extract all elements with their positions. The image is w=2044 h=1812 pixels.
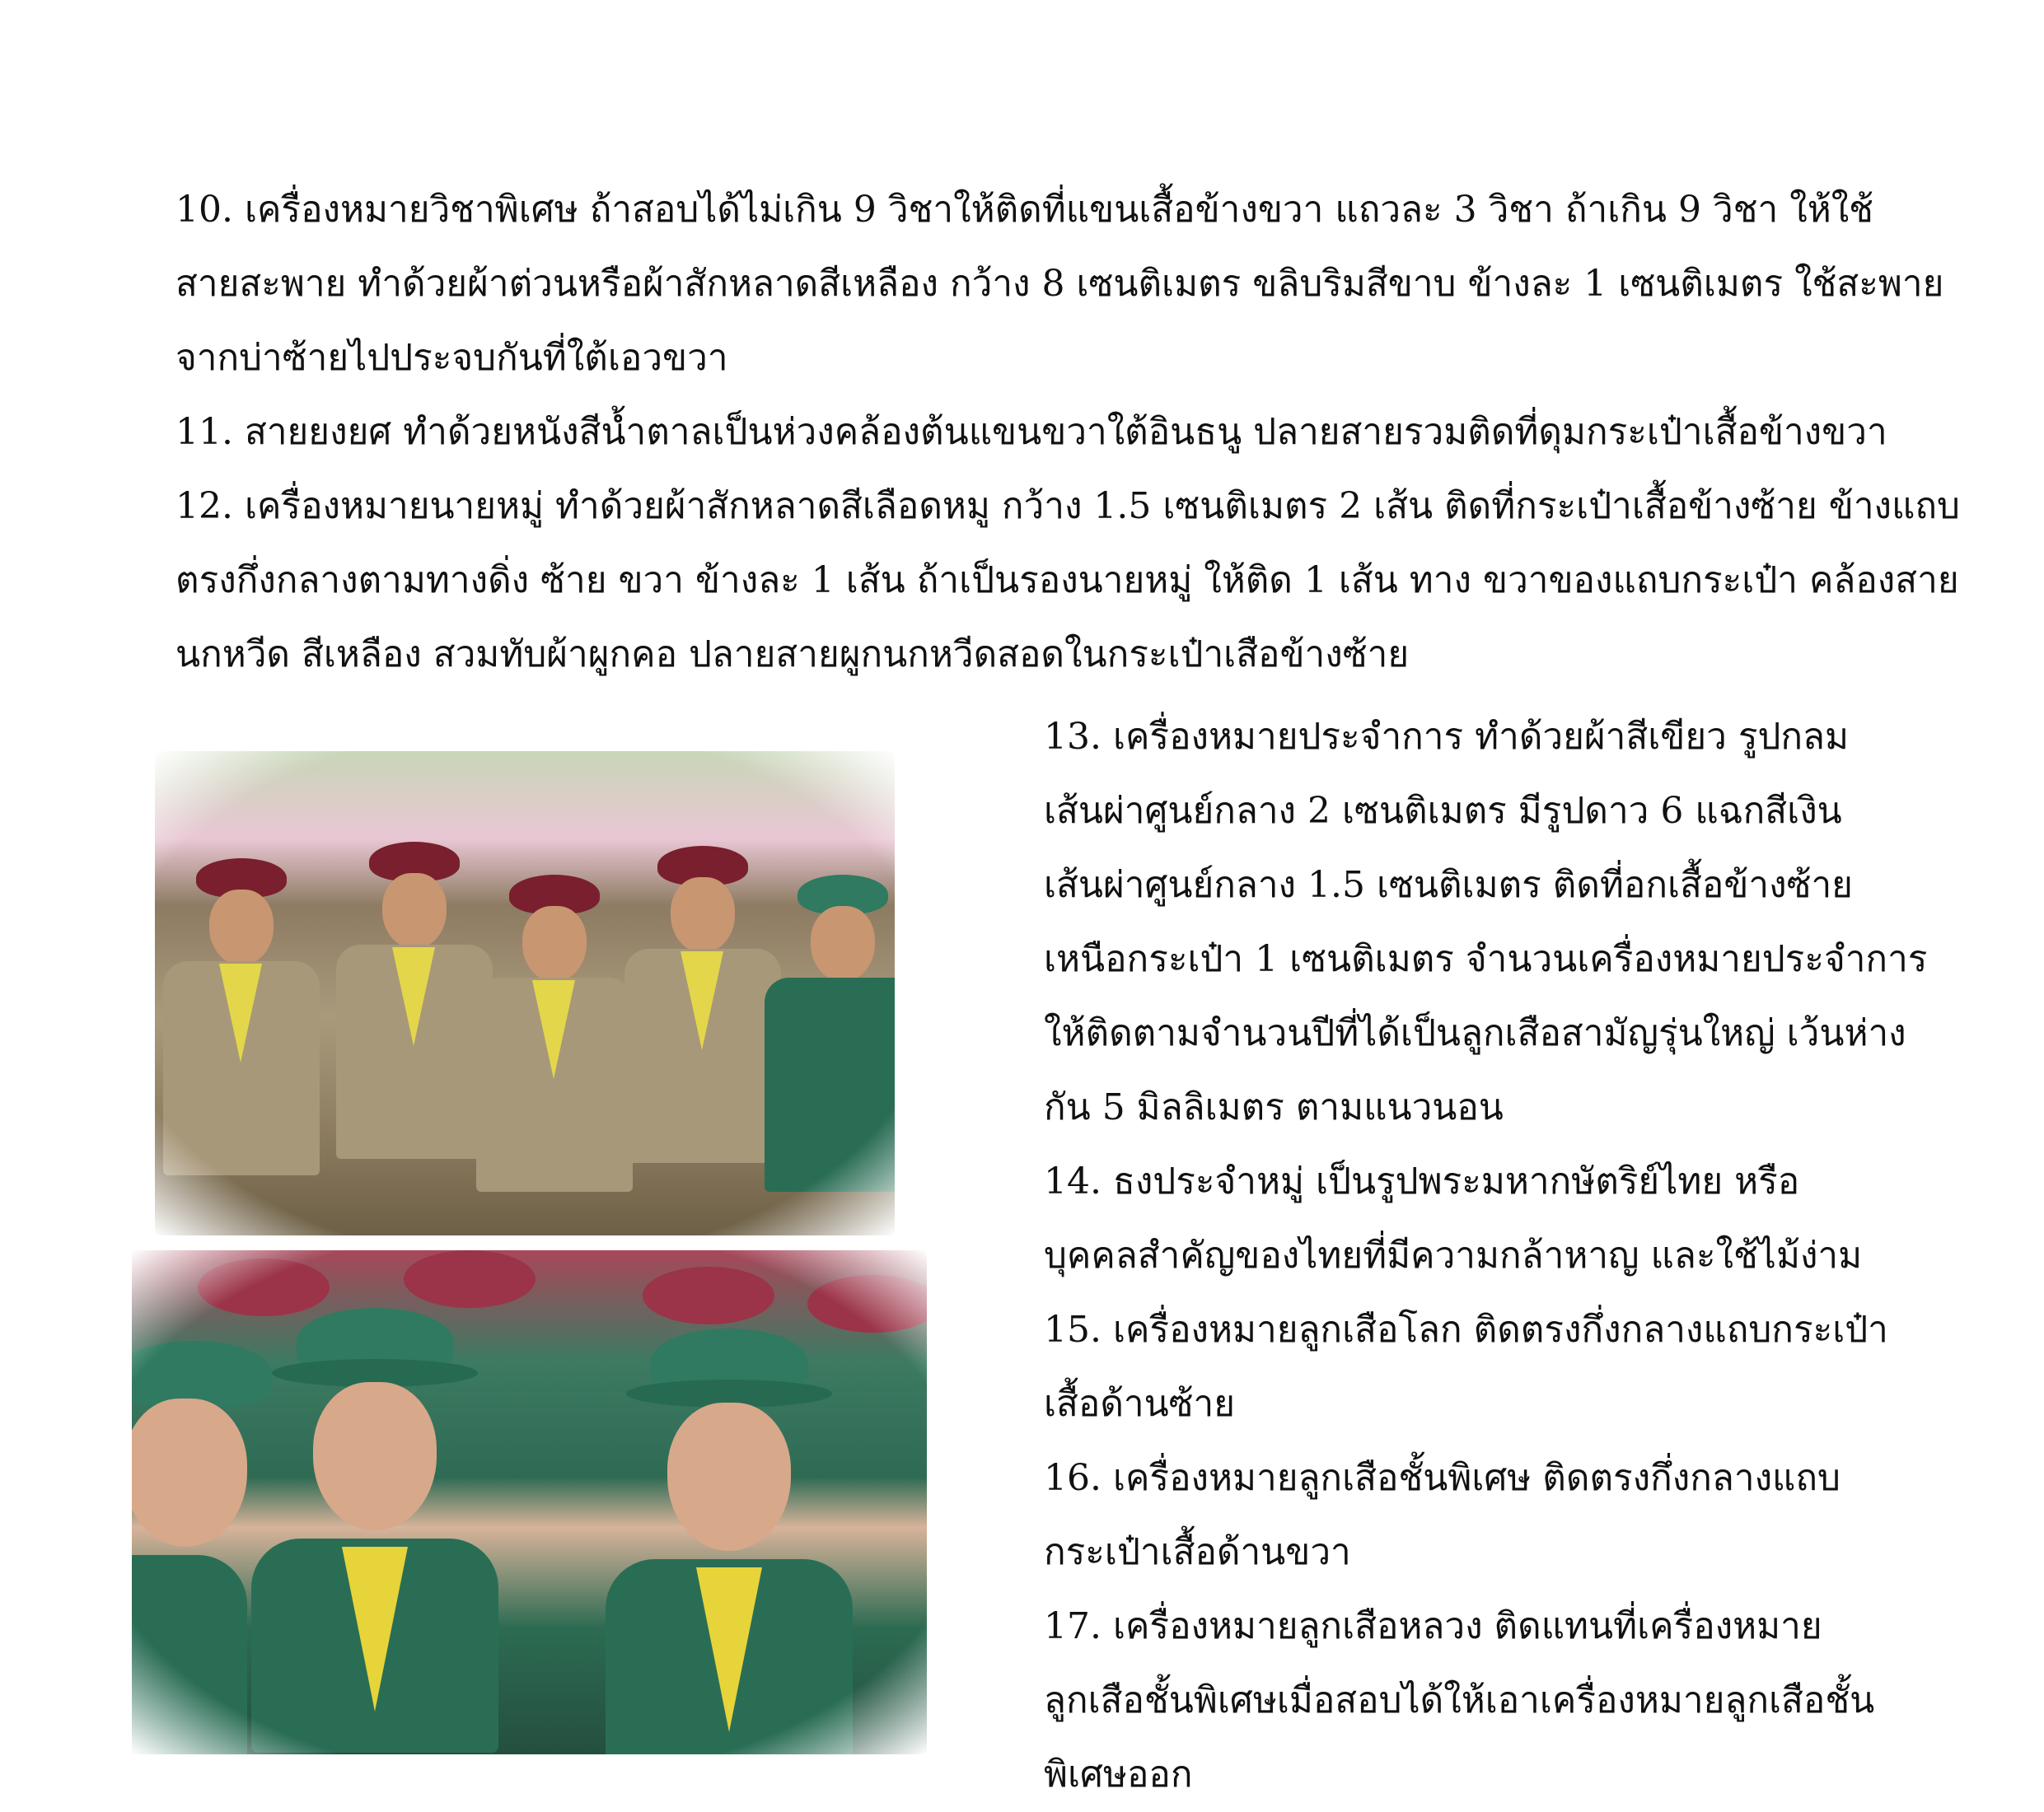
- text-line: 16. เครื่องหมายลูกเสือชั้นพิเศษ ติดตรงกึ่งกลางแถบ: [1044, 1457, 1841, 1499]
- text-line: 12. เครื่องหมายนายหมู่ ทำด้วยผ้าสักหลาดสีเลือดหมู กว้าง 1.5 เซนติเมตร 2 เส้น ติดที่กระเป๋าเสื้อข้างซ้าย ข้างแถบ: [175, 485, 1960, 527]
- text-line: 15. เครื่องหมายลูกเสือโลก ติดตรงกึ่งกลางแถบกระเป๋า: [1044, 1309, 1888, 1351]
- text-line: เส้นผ่าศูนย์กลาง 1.5 เซนติเมตร ติดที่อกเสื้อข้างซ้าย: [1044, 864, 1853, 906]
- text-line: เสื้อด้านซ้าย: [1044, 1383, 1236, 1425]
- upper-paragraph: [175, 173, 1960, 692]
- text-line: เหนือกระเป๋า 1 เซนติเมตร จำนวนเครื่องหมายประจำการ: [1044, 938, 1928, 980]
- scouts-khaki-photo: [155, 751, 895, 1235]
- text-line: ตรงกึ่งกลางตามทางดิ่ง ซ้าย ขวา ข้างละ 1 เส้น ถ้าเป็นรองนายหมู่ ให้ติด 1 เส้น ทาง ขวาของแถบกระเป๋า คล้องสาย: [175, 559, 1959, 601]
- text-line: 13. เครื่องหมายประจำการ ทำด้วยผ้าสีเขียว รูปกลม: [1044, 716, 1850, 758]
- text-line: กระเป๋าเสื้อด้านขวา: [1044, 1531, 1351, 1573]
- text-line: จากบ่าซ้ายไปประจบกันที่ใต้เอวขวา: [175, 337, 728, 379]
- text-line: 10. เครื่องหมายวิชาพิเศษ ถ้าสอบได้ไม่เกิน 9 วิชาให้ติดที่แขนเสื้อข้างขวา แถวละ 3 วิชา ถ้าเกิน 9 วิชา ให้ใช้: [175, 189, 1874, 231]
- text-line: 17. เครื่องหมายลูกเสือหลวง ติดแทนที่เครื่องหมาย: [1044, 1605, 1822, 1647]
- text-line: พิเศษออก: [1044, 1754, 1193, 1796]
- text-line: ลูกเสือชั้นพิเศษเมื่อสอบได้ให้เอาเครื่องหมายลูกเสือชั้น: [1044, 1679, 1875, 1721]
- text-line: นกหวีด สีเหลือง สวมทับผ้าผูกคอ ปลายสายผูกนกหวีดสอดในกระเป๋าเสือข้างซ้าย: [175, 633, 1410, 675]
- text-line: ให้ติดตามจำนวนปีที่ได้เป็นลูกเสือสามัญรุ่นใหญ่ เว้นห่าง: [1044, 1012, 1906, 1054]
- text-line: 11. สายยงยศ ทำด้วยหนังสีน้ำตาลเป็นห่วงคล้องต้นแขนขวาใต้อินธนู ปลายสายรวมติดที่ดุมกระเป๋าเสื้อข้างขวา: [175, 411, 1887, 453]
- text-line: สายสะพาย ทำด้วยผ้าต่วนหรือผ้าสักหลาดสีเหลือง กว้าง 8 เซนติเมตร ขลิบริมสีขาบ ข้างละ 1 เซนติเมตร ใช้สะพาย: [175, 263, 1944, 305]
- right-column-text: [1044, 700, 1928, 1812]
- text-line: กัน 5 มิลลิเมตร ตามแนวนอน: [1044, 1086, 1504, 1128]
- text-line: บุคคลสำคัญของไทยที่มีความกล้าหาญ และใช้ไม้ง่าม: [1044, 1235, 1863, 1277]
- text-line: เส้นผ่าศูนย์กลาง 2 เซนติเมตร มีรูปดาว 6 แฉกสีเงิน: [1044, 790, 1842, 832]
- girl-guides-green-photo: [132, 1250, 927, 1754]
- text-line: 14. ธงประจำหมู่ เป็นรูปพระมหากษัตริย์ไทย หรือ: [1044, 1161, 1800, 1203]
